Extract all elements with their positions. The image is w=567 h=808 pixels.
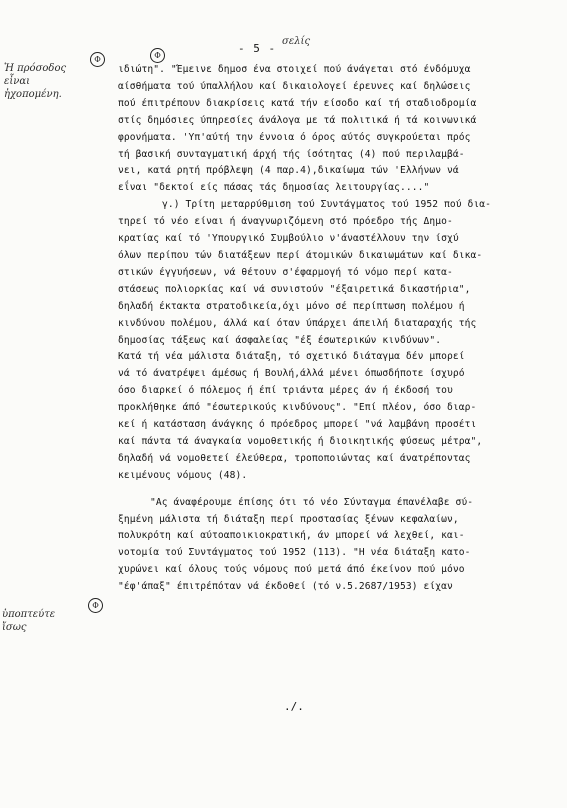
text-line: όσο διαρκεί ό πόλεμος ή έπί τριάντα μέρες άν ή έκδοσή του [118,385,453,397]
circled-annotation-mark: Φ [150,48,165,63]
text-line: τή βασική συνταγματική άρχή τής ίσότητας (4) πού περιλαμβά- [118,148,465,160]
paragraph-gap [118,485,548,495]
text-line: "έφ'άπαξ" έπιτρέπόταν νά έκδοθεί (τό ν.5.2687/1953) είχαν [118,581,453,593]
text-line: ξημένη μάλιστα τή διάταξη περί προστασίας ξένων κεφαλαίων, [118,513,459,525]
typed-body-text [118,62,548,596]
text-line: νει, κατά ρητή πρόβλεψη (4 παρ.4),δικαίωμα τών 'Ελλήνων νά [118,165,459,177]
text-line: γ.) Τρίτη μεταρρύθμιση τού Συντάγματος τού 1952 πού δια- [162,199,492,211]
text-line: όλων περίπου τών διατάξεων περί άτομικών δικαιωμάτων καί δικα- [118,249,483,261]
circled-annotation-mark: Φ [88,598,103,613]
text-line: δημοσίας τάξεως καί άσφαλείας "έξ έσωτερικών κινδύνων". [118,334,442,346]
text-line: φρονήματα. 'Υπ'αύτή την έννοια ό όρος αύτός συγκρούεται πρός [118,131,471,143]
handwritten-annotation-top: σελίς [282,36,311,47]
page-number: - 5 - [238,42,277,55]
text-line: κινδύνου πολέμου, άλλά καί όταν ύπάρχει άπειλή διαταραχής τής [118,317,477,329]
text-line: Κατά τή νέα μάλιστα διάταξη, τό σχετικό διάταγμα δέν μπορεί [118,351,465,363]
text-line: κειμένους νόμους (48). [118,469,248,481]
text-line: αίσθήματα τού ύπαλλήλου καί δικαιολογεί έρευνες καί δηλώσεις [118,80,471,92]
text-line: ιδιώτη". "Έμεινε δημοσ ένα στοιχεί πού άνάγεται στό ένδόμυχα [118,64,471,75]
text-line: εΐναι "δεκτοί είς πάσας τάς δημοσίας λειτουργίας...." [118,182,430,194]
margin-note: ὑποπτεύτε ἴσως [2,609,56,633]
text-line: κρατίας καί τό 'Υπουργικό Συμβούλιο ν'άναστέλλουν την ίσχύ [118,233,459,245]
text-line: νοτομία τού Συντάγματος τού 1952 (113). "Η νέα διάταξη κατο- [118,547,471,559]
text-line: προκλήθηκε άπό "έσωτερικούς κινδύνους". "Επί πλέον, όσο διαρ- [118,402,477,414]
text-line: κεί ή κατάσταση άνάγκης ό πρόεδρος μπορεί "νά λαμβάνη προσέτι [118,419,477,431]
text-line: στίς δημόσιες ύπηρεσίες άνάλογα με τά πολιτικά ή τά κοινωνικά [118,114,477,126]
text-line: "Ας άναφέρουμε έπίσης ότι τό νέο Σύνταγμα έπανέλαβε σύ- [150,496,474,508]
text-line: τηρεί τό νέο είναι ή άναγνωριζόμενη στό πρόεδρο τής Δημο- [118,216,453,228]
text-line: δηλαδή έκτακτα στρατοδικεία,όχι μόνο σέ περίπτωση πολέμου ή [118,300,465,312]
text-line: δηλαδή νά νομοθετεί έλεύθερα, τροποποιώντας καί άνατρέποντας [118,452,471,464]
text-line: πού έπιτρέπουν διακρίσεις κατά τήν είσοδο καί τή σταδιοδρομία [118,97,477,109]
end-mark: ./. [284,700,304,713]
text-line: πολυκρότη καί αύτοαποικιοκρατική, άν μπορεί νά λεχθεί, και- [118,530,465,542]
circled-annotation-mark: Φ [90,52,105,67]
text-line: καί πάντα τά άναγκαία νομοθετικής ή διοικητικής φύσεως μέτρα", [118,435,483,447]
text-line: χυρώνει καί όλους τούς νόμους πού μετά άπό έκείνον πού μόνο [118,564,465,576]
text-line: στάσεως πολιορκίας καί νά συνιστούν "έξαιρετικά δικαστήρια", [118,283,471,295]
text-line: νά τό άνατρέψει άμέσως ή Βουλή,άλλά μένει όπωσδήποτε ίσχυρό [118,368,465,380]
margin-note: Ἡ πρόσοδος εἶναι ἠχοπομένη. [4,63,67,100]
text-line: στικών έγγυήσεων, νά θέτουν σ'έφαρμογή τό νόμο περί κατα- [118,266,453,278]
